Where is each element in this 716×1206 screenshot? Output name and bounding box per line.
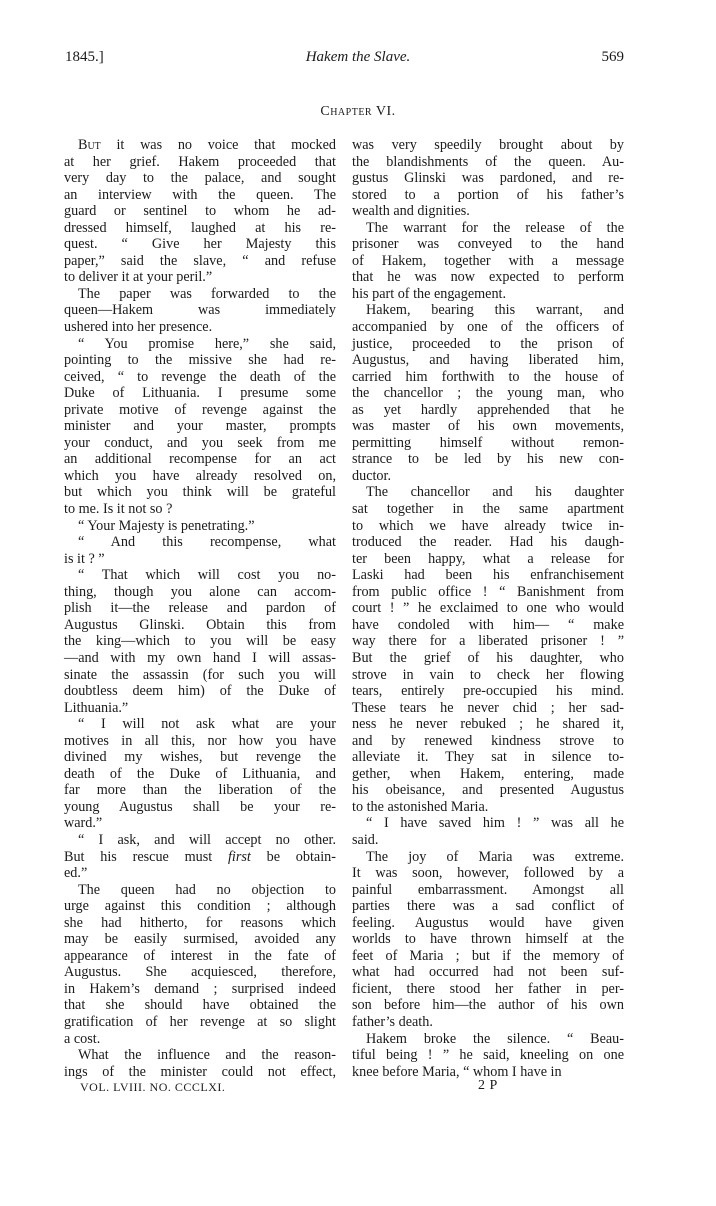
text-line: The chancellor and his daughter bbox=[366, 484, 624, 501]
paragraph bbox=[352, 1031, 624, 1081]
text-line: in Hakem’s demand ; surprised indeed bbox=[64, 980, 336, 997]
text-line: These tears he never chid ; her sad- bbox=[352, 699, 624, 716]
text-line: ceived, “ to revenge the death of the bbox=[64, 368, 336, 385]
text-line: But it was no voice that mocked bbox=[78, 137, 336, 153]
text-line: son before him—the author of his own bbox=[352, 997, 624, 1014]
text-line: tiful being ! ” he said, kneeling on one bbox=[352, 1047, 624, 1064]
text-line: parties there was a sad conflict of bbox=[352, 898, 624, 915]
text-line: feet of Maria ; but if the memory of bbox=[352, 947, 624, 964]
text-line: a cost. bbox=[64, 1030, 101, 1047]
text-line: carried him forthwith to the house of bbox=[352, 368, 624, 385]
text-line: ter been happy, what a release for bbox=[352, 550, 624, 567]
page-number: 569 bbox=[601, 49, 624, 65]
paragraph bbox=[64, 534, 336, 567]
text-line: Hakem broke the silence. “ Beau- bbox=[366, 1030, 624, 1047]
text-line: ed.” bbox=[64, 865, 88, 882]
text-line: queen—Hakem was immediately bbox=[64, 302, 336, 319]
running-head-title: Hakem the Slave. bbox=[305, 49, 411, 65]
text-line: Augustus. She acquiesced, therefore, bbox=[64, 964, 336, 981]
paragraph bbox=[64, 518, 336, 535]
text-line: to the astonished Maria. bbox=[352, 798, 489, 815]
text-line: strove in vain to check her flowing bbox=[352, 666, 624, 683]
text-line: But the grief of his daughter, who bbox=[352, 649, 624, 666]
paragraph bbox=[352, 302, 624, 484]
text-line: “ And this recompense, what bbox=[78, 534, 336, 551]
text-line: It was soon, however, followed by a bbox=[352, 865, 624, 882]
text-line: far more than the liberation of the bbox=[64, 782, 336, 799]
text-line: death of the Duke of Lithuania, and bbox=[64, 765, 336, 782]
text-line: ushered into her presence. bbox=[64, 319, 213, 336]
text-line: paper,” said the slave, “ and refuse bbox=[64, 252, 336, 269]
paragraph bbox=[64, 882, 336, 1047]
text-line: young Augustus shall be your re- bbox=[64, 798, 336, 815]
paragraph bbox=[352, 220, 624, 303]
text-line: tears, entirely pre-occupied his mind. bbox=[352, 683, 624, 700]
text-line: which you have already resolved on, bbox=[64, 467, 336, 484]
text-line: ness he never rebuked ; he shared it, bbox=[352, 716, 624, 733]
text-line: and by renewed kindness strove to bbox=[352, 732, 624, 749]
text-line: gustus Glinski was pardoned, and re- bbox=[352, 170, 624, 187]
text-line: painful embarrassment. Amongst all bbox=[352, 881, 624, 898]
text-line: ings of the minister could not effect, bbox=[64, 1063, 336, 1080]
paragraph bbox=[64, 567, 336, 716]
text-line: divined my wishes, but revenge the bbox=[64, 749, 336, 766]
text-line: very day to the palace, and sought bbox=[64, 170, 336, 187]
text-line bbox=[64, 849, 336, 866]
text-line: thing, though you alone can accom- bbox=[64, 583, 336, 600]
text-line: said. bbox=[352, 831, 379, 848]
text-line: his obeisance, and presented Augustus bbox=[352, 782, 624, 799]
text-line: Laski had been his enfranchisement bbox=[352, 567, 624, 584]
text-line: plish it—the release and pardon of bbox=[64, 600, 336, 617]
text-line: at her grief. Hakem proceeded that bbox=[64, 153, 336, 170]
text-line: urge against this condition ; although bbox=[64, 898, 336, 915]
paragraph bbox=[352, 484, 624, 815]
text-line: to deliver it at your peril.” bbox=[64, 269, 213, 286]
text-line: as yet hardly apprehended that he bbox=[352, 401, 624, 418]
text-line: appearance of interest in the fate of bbox=[64, 947, 336, 964]
text-line: The paper was forwarded to the bbox=[78, 285, 336, 302]
text-line: wealth and dignities. bbox=[352, 203, 470, 220]
running-head-date: 1845.] bbox=[65, 49, 104, 65]
text-segment: be obtain- bbox=[250, 848, 336, 865]
text-line: ductor. bbox=[352, 467, 392, 484]
text-line: an additional recompense for an act bbox=[64, 451, 336, 468]
text-line: “ I will not ask what are your bbox=[78, 716, 336, 733]
text-line: “ You promise here,” she said, bbox=[78, 335, 336, 352]
text-line: doubtless deem him) of the Duke of bbox=[64, 683, 336, 700]
text-line: pointing to the missive she had re- bbox=[64, 352, 336, 369]
text-line: the blandishments of the queen. Au- bbox=[352, 153, 624, 170]
text-line: knee before Maria, “ whom I have in bbox=[352, 1063, 562, 1080]
text-line: prisoner was conveyed to the hand bbox=[352, 236, 624, 253]
text-line: The joy of Maria was extreme. bbox=[366, 848, 624, 865]
drop-word: But bbox=[78, 137, 101, 153]
paragraph bbox=[64, 1047, 336, 1080]
text-line: justice, proceeded to the prison of bbox=[352, 335, 624, 352]
paragraph bbox=[64, 716, 336, 832]
text-line: ficient, there stood her father in per- bbox=[352, 980, 624, 997]
text-line: is it ? ” bbox=[64, 550, 105, 567]
signature-mark: 2 P bbox=[478, 1078, 498, 1093]
text-line: the king—which to you will be easy bbox=[64, 633, 336, 650]
text-line: to which we have already twice in- bbox=[352, 517, 624, 534]
text-line: Duke of Lithuania. I presume some bbox=[64, 385, 336, 402]
text-line: sat together in the same apartment bbox=[352, 501, 624, 518]
text-line: motives in all this, nor how you have bbox=[64, 732, 336, 749]
text-line: The queen had no objection to bbox=[78, 881, 336, 898]
text-line: “ I have saved him ! ” was all he bbox=[366, 815, 624, 832]
paragraph bbox=[64, 286, 336, 336]
text-line: your conduct, and you seek from me bbox=[64, 434, 336, 451]
text-line: sinate the assassin (for such you will bbox=[64, 666, 336, 683]
left-column bbox=[64, 137, 336, 1080]
text-line: may be easily surmised, avoided any bbox=[64, 931, 336, 948]
paragraph bbox=[64, 336, 336, 518]
text-line: quest. “ Give her Majesty this bbox=[64, 236, 336, 253]
text-line: troduced the reader. Had his daugh- bbox=[352, 534, 624, 551]
text-line: Hakem, bearing this warrant, and bbox=[366, 302, 624, 319]
text-line: minister and your master, prompts bbox=[64, 418, 336, 435]
text-line: strance to be led by his new con- bbox=[352, 451, 624, 468]
text-line: worlds to have thrown himself at the bbox=[352, 931, 624, 948]
text-line: “ That which will cost you no- bbox=[78, 567, 336, 584]
text-line: that she should have obtained the bbox=[64, 997, 336, 1014]
text-line: permitting himself without remon- bbox=[352, 434, 624, 451]
paragraph bbox=[352, 137, 624, 220]
text-line: private motive of revenge against the bbox=[64, 401, 336, 418]
text-line: accompanied by one of the officers of bbox=[352, 319, 624, 336]
text-line: way there for a liberated prisoner ! ” bbox=[352, 633, 624, 650]
text-line: court ! ” he exclaimed to one who would bbox=[352, 600, 624, 617]
text-line: she had hitherto, for reasons which bbox=[64, 914, 336, 931]
text-line: ward.” bbox=[64, 815, 103, 832]
text-line: that he was now expected to perform bbox=[352, 269, 624, 286]
text-line: of Hakem, together with a message bbox=[352, 252, 624, 269]
text-line: was very speedily brought about by bbox=[352, 137, 624, 153]
paragraph bbox=[64, 832, 336, 882]
text-line: stored to a portion of his father’s bbox=[352, 186, 624, 203]
text-line: guard or sentinel to whom he ad- bbox=[64, 203, 336, 220]
right-column bbox=[352, 137, 624, 1080]
text-line: Augustus, and having liberated him, bbox=[352, 352, 624, 369]
text-line: feeling. Augustus would have given bbox=[352, 914, 624, 931]
text-line: dressed himself, laughed at his re- bbox=[64, 219, 336, 236]
paragraph bbox=[352, 815, 624, 848]
text-line: Augustus Glinski. Obtain this from bbox=[64, 616, 336, 633]
volume-signature: VOL. LVIII. NO. CCCLXI. bbox=[80, 1080, 226, 1094]
text-line: was master of his own movements, bbox=[352, 418, 624, 435]
text-line: to me. Is it not so ? bbox=[64, 501, 173, 518]
text-line: “ I ask, and will accept no other. bbox=[78, 831, 336, 848]
text-line: the chancellor ; the young man, who bbox=[352, 385, 624, 402]
text-line: The warrant for the release of the bbox=[366, 219, 624, 236]
text-line: have condoled with him— “ make bbox=[352, 616, 624, 633]
chapter-title: Chapter VI. bbox=[320, 104, 396, 119]
text-line: What the influence and the reason- bbox=[78, 1047, 336, 1064]
text-line: his part of the engagement. bbox=[352, 285, 507, 302]
text-segment: But his rescue must bbox=[64, 848, 228, 865]
text-line: alleviate it. They sat in silence to- bbox=[352, 749, 624, 766]
text-line: Lithuania.” bbox=[64, 699, 129, 716]
text-line: an interview with the queen. The bbox=[64, 186, 336, 203]
paragraph bbox=[352, 849, 624, 1031]
text-line: father’s death. bbox=[352, 1013, 433, 1030]
text-line: gratification of her revenge at so slight bbox=[64, 1013, 336, 1030]
text-line: “ Your Majesty is penetrating.” bbox=[78, 517, 255, 534]
paragraph bbox=[64, 137, 336, 286]
text-line: what had occurred had not been suf- bbox=[352, 964, 624, 981]
italic-text: first bbox=[227, 848, 251, 865]
text-line: from public office ! “ Banishment from bbox=[352, 583, 624, 600]
text-line: but which you think will be grateful bbox=[64, 484, 336, 501]
text-line: —and with my own hand I will assas- bbox=[64, 649, 336, 666]
text-line: gether, when Hakem, entering, made bbox=[352, 765, 624, 782]
